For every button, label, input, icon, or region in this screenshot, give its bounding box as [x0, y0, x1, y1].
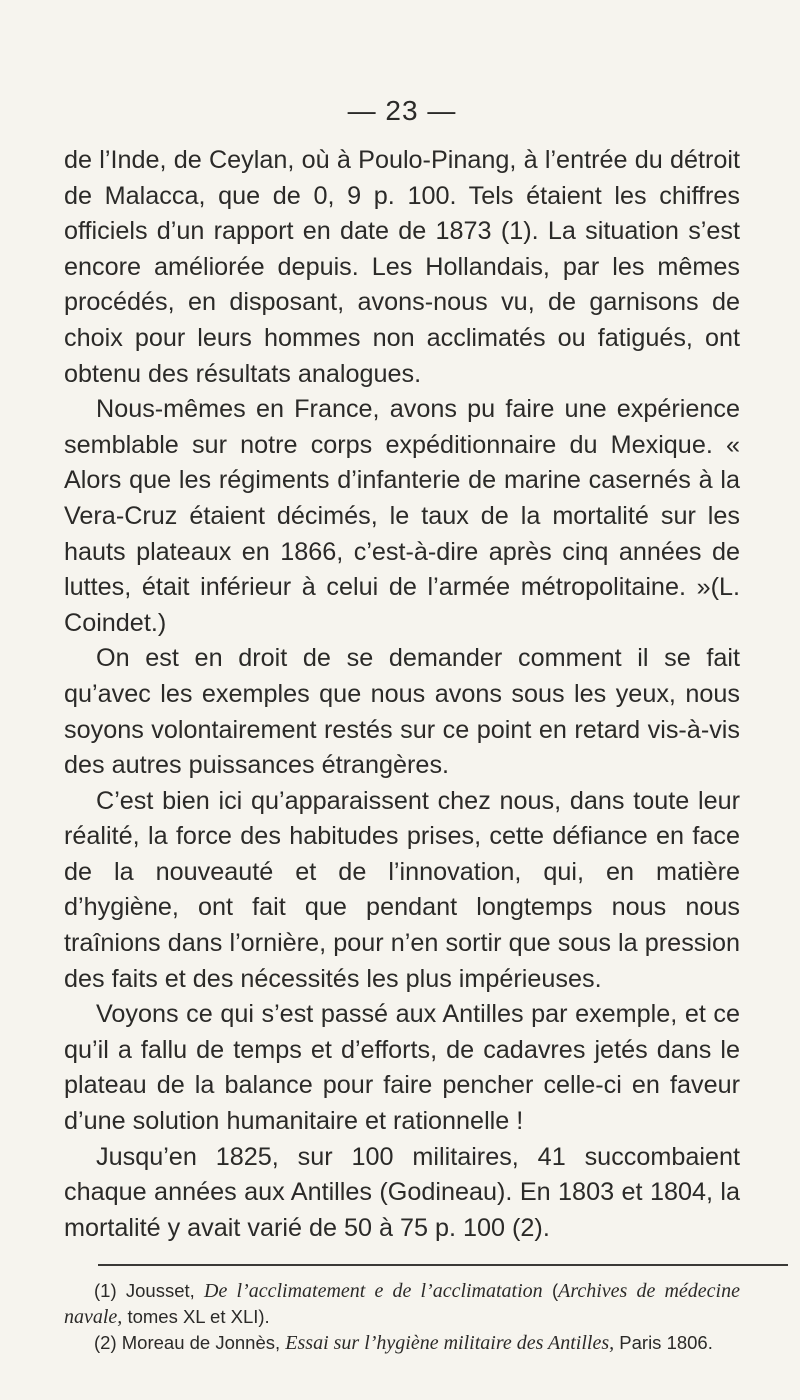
footnote-2-prefix: (2) Moreau de Jonnès,	[94, 1332, 286, 1354]
footnote-1-middle: (	[542, 1280, 559, 1302]
paragraph-6: Jusqu’en 1825, sur 100 militaires, 41 succombaient chaque années aux Antilles (Godineau). En 1803 et 1804, la mortalité y avait varié de 50 à 75 p. 100 (2).	[64, 1142, 740, 1242]
footnote-1-suffix: tomes XL et XLI).	[122, 1306, 270, 1328]
footnote-1	[64, 1278, 740, 1330]
footnote-divider	[98, 1264, 788, 1266]
book-page	[64, 95, 740, 1356]
footnote-2-middle: Paris 1806.	[614, 1332, 713, 1354]
paragraph-2: Nous-mêmes en France, avons pu faire une expérience semblable sur notre corps expéditionnaire du Mexique. « Alors que les régiments d’infanterie de marine casernés à la Vera-Cruz étaient décimés, le taux de la mortalité sur les hauts plateaux en 1866, c’est-à-dire après cinq années de luttes, était inférieur à celui de l’armée métropolitaine. »(L. Coindet.)	[64, 395, 740, 637]
page-number: — 23 —	[347, 95, 457, 126]
footnote-2	[64, 1330, 740, 1356]
footnotes	[64, 1278, 740, 1356]
footnote-1-title: De l’acclimatement e de l’acclimatation	[204, 1280, 543, 1303]
footnote-2-title: Essai sur l’hygiène militaire des Antilles,	[285, 1332, 615, 1355]
footnote-1-journal: Archives de médecine navale,	[64, 1280, 740, 1329]
paragraph-1: de l’Inde, de Ceylan, où à Poulo-Pinang, à l’entrée du détroit de Malacca, que de 0, 9 p. 100. Tels étaient les chiffres officiels d’un rapport en date de 1873 (1). La situation s’est encore améliorée depuis. Les Hollandais, par les mêmes procédés, en disposant, avons-nous vu, de garnisons de choix pour leurs hommes non acclimatés ou fatigués, ont obtenu des résultats analogues.	[64, 146, 740, 388]
paragraph-3: On est en droit de se demander comment il se fait qu’avec les exemples que nous avons sous les yeux, nous soyons volontairement restés sur ce point en retard vis-à-vis des autres puissances étrangères.	[64, 644, 740, 780]
paragraph-4: C’est bien ici qu’apparaissent chez nous, dans toute leur réalité, la force des habitudes prises, cette défiance en face de la nouveauté et de l’innovation, qui, en matière d’hygiène, ont fait que pendant longtemps nous nous traînions dans l’ornière, pour n’en sortir que sous la pression des faits et des nécessités les plus impérieuses.	[64, 786, 740, 993]
paragraph-5: Voyons ce qui s’est passé aux Antilles par exemple, et ce qu’il a fallu de temps et d’efforts, de cadavres jetés dans le plateau de la balance pour faire pencher celle-ci en faveur d’une solution humanitaire et rationnelle !	[64, 1000, 740, 1136]
body-text	[64, 143, 740, 1246]
footnote-1-prefix: (1) Jousset,	[94, 1280, 205, 1302]
